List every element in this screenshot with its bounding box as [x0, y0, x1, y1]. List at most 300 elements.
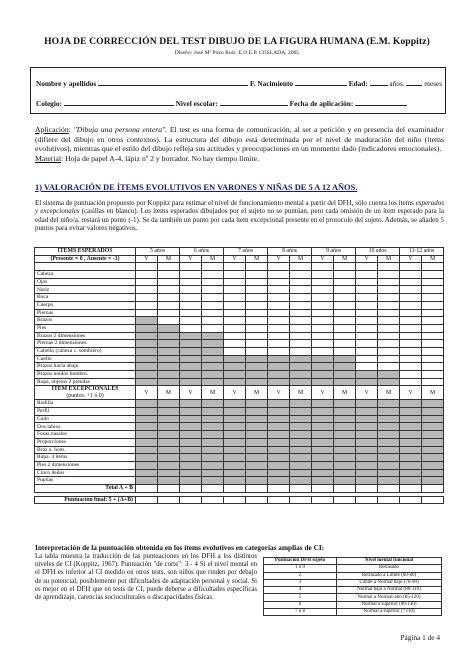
- total-cell[interactable]: [312, 484, 334, 492]
- score-cell[interactable]: [158, 263, 180, 271]
- total-cell[interactable]: [400, 484, 422, 492]
- score-cell[interactable]: [136, 301, 158, 309]
- shaded-cell: [246, 400, 268, 408]
- esperado-row: [35, 301, 444, 309]
- score-cell[interactable]: [246, 294, 268, 302]
- shaded-cell: [224, 415, 246, 423]
- score-cell[interactable]: [356, 286, 378, 294]
- score-cell[interactable]: [246, 301, 268, 309]
- score-cell[interactable]: [334, 324, 356, 332]
- score-cell[interactable]: [180, 317, 202, 325]
- score-cell[interactable]: [400, 324, 422, 332]
- anos-line[interactable]: [370, 78, 388, 86]
- score-cell[interactable]: [290, 309, 312, 317]
- score-cell[interactable]: [202, 301, 224, 309]
- item-label: Boca: [35, 294, 136, 302]
- score-cell[interactable]: [378, 301, 400, 309]
- shaded-cell: [136, 332, 158, 340]
- score-cell[interactable]: [290, 340, 312, 348]
- score-cell[interactable]: [334, 309, 356, 317]
- shaded-cell: [290, 355, 312, 363]
- puntuacion-cell[interactable]: [378, 496, 400, 504]
- score-cell[interactable]: [136, 263, 158, 271]
- shaded-cell: [312, 423, 334, 431]
- puntuacion-cell[interactable]: [312, 496, 334, 504]
- score-cell[interactable]: [224, 347, 246, 355]
- shaded-cell: [378, 415, 400, 423]
- section1-heading: 1) VALORACIÓN DE ÍTEMS EVOLUTIVOS EN VARONES Y NIÑAS DE 5 A 12 AÑOS.: [35, 183, 358, 192]
- shaded-cell: [136, 378, 158, 386]
- score-cell[interactable]: [400, 309, 422, 317]
- score-cell[interactable]: [356, 355, 378, 363]
- score-cell[interactable]: [202, 317, 224, 325]
- score-cell[interactable]: [268, 278, 290, 286]
- shaded-cell: [224, 363, 246, 371]
- score-cell[interactable]: [400, 347, 422, 355]
- score-cell[interactable]: [400, 340, 422, 348]
- shaded-cell: [202, 431, 224, 439]
- score-cell[interactable]: [334, 332, 356, 340]
- score-cell[interactable]: [268, 317, 290, 325]
- sex-v-header: V: [312, 255, 334, 263]
- excepcionales-header-row: [35, 386, 444, 400]
- score-cell[interactable]: [136, 294, 158, 302]
- score-cell[interactable]: [378, 340, 400, 348]
- aplicacion-quote: "Dibuja una persona entera".: [73, 125, 168, 134]
- score-cell[interactable]: [158, 317, 180, 325]
- esperado-row: [35, 294, 444, 302]
- score-cell[interactable]: [246, 332, 268, 340]
- excepcional-row: [35, 415, 444, 423]
- shaded-cell: [312, 363, 334, 371]
- score-cell[interactable]: [246, 324, 268, 332]
- puntuacion-cell[interactable]: [202, 496, 224, 504]
- score-cell[interactable]: [158, 309, 180, 317]
- score-cell[interactable]: [334, 271, 356, 279]
- score-cell[interactable]: [202, 324, 224, 332]
- shaded-cell: [378, 461, 400, 469]
- score-cell[interactable]: [268, 286, 290, 294]
- score-cell[interactable]: [290, 301, 312, 309]
- score-cell[interactable]: [400, 363, 422, 371]
- item-label: Pies 2 dimensiones: [35, 461, 136, 469]
- score-cell[interactable]: [246, 340, 268, 348]
- score-cell[interactable]: [422, 371, 444, 379]
- score-cell[interactable]: [356, 294, 378, 302]
- score-cell[interactable]: [312, 301, 334, 309]
- shaded-cell: [202, 363, 224, 371]
- shaded-cell: [180, 438, 202, 446]
- score-cell[interactable]: [356, 363, 378, 371]
- shaded-cell: [290, 461, 312, 469]
- score-cell[interactable]: [334, 317, 356, 325]
- edad-label: Edad:: [348, 79, 368, 88]
- score-cell[interactable]: [180, 286, 202, 294]
- puntuacion-cell[interactable]: [268, 496, 290, 504]
- score-cell[interactable]: [268, 332, 290, 340]
- score-cell[interactable]: [378, 271, 400, 279]
- shaded-cell: [136, 340, 158, 348]
- score-cell[interactable]: [312, 347, 334, 355]
- score-cell[interactable]: [246, 286, 268, 294]
- score-cell[interactable]: [400, 278, 422, 286]
- fecha-line[interactable]: [355, 98, 407, 106]
- shaded-cell: [268, 469, 290, 477]
- score-cell[interactable]: [224, 301, 246, 309]
- score-cell[interactable]: [334, 340, 356, 348]
- score-cell[interactable]: [400, 371, 422, 379]
- shaded-cell: [378, 469, 400, 477]
- score-cell[interactable]: [202, 263, 224, 271]
- score-cell[interactable]: [246, 317, 268, 325]
- meses-label: meses: [424, 79, 443, 88]
- score-cell[interactable]: [158, 294, 180, 302]
- shaded-cell: [312, 408, 334, 416]
- puntuacion-cell[interactable]: [356, 496, 378, 504]
- score-cell[interactable]: [356, 324, 378, 332]
- score-cell[interactable]: [268, 263, 290, 271]
- shaded-cell: [246, 408, 268, 416]
- shaded-cell: [312, 371, 334, 379]
- score-cell[interactable]: [290, 286, 312, 294]
- score-cell[interactable]: [158, 301, 180, 309]
- shaded-cell: [202, 355, 224, 363]
- score-cell[interactable]: [422, 340, 444, 348]
- score-cell[interactable]: [422, 271, 444, 279]
- sex-m-header: M: [158, 386, 180, 400]
- meses-line[interactable]: [406, 78, 422, 86]
- nombre-label: Nombre y apellidos: [36, 79, 97, 88]
- score-cell[interactable]: [422, 294, 444, 302]
- score-cell[interactable]: [356, 278, 378, 286]
- score-cell[interactable]: [422, 278, 444, 286]
- score-cell[interactable]: [422, 301, 444, 309]
- shaded-cell: [158, 378, 180, 386]
- shaded-cell: [202, 400, 224, 408]
- score-cell[interactable]: [334, 278, 356, 286]
- puntuacion-cell[interactable]: [400, 496, 422, 504]
- score-cell[interactable]: [312, 309, 334, 317]
- score-cell[interactable]: [290, 347, 312, 355]
- shaded-cell: [224, 423, 246, 431]
- total-cell[interactable]: [136, 484, 158, 492]
- score-cell[interactable]: [334, 301, 356, 309]
- score-cell[interactable]: [356, 340, 378, 348]
- shaded-cell: [400, 415, 422, 423]
- score-cell[interactable]: [136, 271, 158, 279]
- score-cell[interactable]: [202, 294, 224, 302]
- score-cell[interactable]: [378, 263, 400, 271]
- score-cell[interactable]: [312, 278, 334, 286]
- score-cell[interactable]: [268, 301, 290, 309]
- total-cell[interactable]: [422, 484, 444, 492]
- shaded-cell: [356, 431, 378, 439]
- sex-v-header: V: [400, 386, 422, 400]
- item-label: Dos labios: [35, 423, 136, 431]
- score-cell[interactable]: [180, 278, 202, 286]
- score-cell[interactable]: [268, 309, 290, 317]
- total-cell[interactable]: [180, 484, 202, 492]
- score-cell[interactable]: [378, 355, 400, 363]
- score-cell[interactable]: [312, 294, 334, 302]
- score-cell[interactable]: [268, 324, 290, 332]
- score-cell[interactable]: [202, 286, 224, 294]
- score-cell[interactable]: [224, 324, 246, 332]
- shaded-cell: [422, 477, 444, 485]
- sex-m-header: M: [246, 386, 268, 400]
- score-cell[interactable]: [378, 294, 400, 302]
- score-cell[interactable]: [290, 263, 312, 271]
- score-cell[interactable]: [400, 301, 422, 309]
- score-cell[interactable]: [378, 363, 400, 371]
- score-cell[interactable]: [378, 309, 400, 317]
- score-cell[interactable]: [224, 332, 246, 340]
- score-cell[interactable]: [400, 317, 422, 325]
- shaded-cell: [180, 469, 202, 477]
- score-cell[interactable]: [356, 317, 378, 325]
- score-cell[interactable]: [202, 271, 224, 279]
- total-cell[interactable]: [334, 484, 356, 492]
- score-cell[interactable]: [422, 363, 444, 371]
- score-cell[interactable]: [356, 301, 378, 309]
- total-cell[interactable]: [356, 484, 378, 492]
- score-cell[interactable]: [356, 347, 378, 355]
- shaded-cell: [400, 408, 422, 416]
- total-cell[interactable]: [378, 484, 400, 492]
- score-cell[interactable]: [290, 317, 312, 325]
- total-cell[interactable]: [202, 484, 224, 492]
- score-cell[interactable]: [290, 271, 312, 279]
- esperados-subheader-row: [35, 255, 444, 263]
- score-cell[interactable]: [180, 309, 202, 317]
- shaded-cell: [158, 324, 180, 332]
- score-cell[interactable]: [334, 286, 356, 294]
- score-cell[interactable]: [356, 309, 378, 317]
- score-cell[interactable]: [312, 286, 334, 294]
- score-cell[interactable]: [356, 263, 378, 271]
- item-label: Cuello: [35, 355, 136, 363]
- puntuacion-cell[interactable]: [224, 496, 246, 504]
- shaded-cell: [180, 363, 202, 371]
- shaded-cell: [224, 431, 246, 439]
- score-cell[interactable]: [422, 347, 444, 355]
- puntuacion-cell[interactable]: [136, 496, 158, 504]
- score-cell[interactable]: [378, 347, 400, 355]
- esperado-row: [35, 355, 444, 363]
- nivel-line[interactable]: [220, 98, 288, 106]
- item-label: Cinco dedos: [35, 469, 136, 477]
- score-cell[interactable]: [136, 278, 158, 286]
- score-cell[interactable]: [136, 309, 158, 317]
- shaded-cell: [136, 446, 158, 454]
- dfh-score-cell: 5: [264, 594, 337, 601]
- score-cell[interactable]: [224, 340, 246, 348]
- score-cell[interactable]: [180, 263, 202, 271]
- shaded-cell: [246, 355, 268, 363]
- score-cell[interactable]: [400, 294, 422, 302]
- shaded-cell: [224, 400, 246, 408]
- score-cell[interactable]: [290, 294, 312, 302]
- score-cell[interactable]: [422, 286, 444, 294]
- score-cell[interactable]: [268, 294, 290, 302]
- score-cell[interactable]: [224, 294, 246, 302]
- excepcional-row: [35, 469, 444, 477]
- total-cell[interactable]: [246, 484, 268, 492]
- score-cell[interactable]: [334, 294, 356, 302]
- score-cell[interactable]: [158, 286, 180, 294]
- esperado-row: [35, 378, 444, 386]
- score-cell[interactable]: [334, 347, 356, 355]
- sex-v-header: V: [180, 255, 202, 263]
- score-cell[interactable]: [246, 271, 268, 279]
- score-cell[interactable]: [400, 263, 422, 271]
- score-cell[interactable]: [180, 301, 202, 309]
- score-cell[interactable]: [378, 317, 400, 325]
- age-header-4: 9 años: [312, 248, 356, 256]
- score-cell[interactable]: [378, 332, 400, 340]
- shaded-cell: [224, 461, 246, 469]
- shaded-cell: [268, 355, 290, 363]
- total-cell[interactable]: [290, 484, 312, 492]
- shaded-cell: [246, 469, 268, 477]
- shaded-cell: [158, 477, 180, 485]
- item-label: Cuerpo: [35, 301, 136, 309]
- score-cell[interactable]: [422, 332, 444, 340]
- score-cell[interactable]: [180, 294, 202, 302]
- esperado-row: [35, 286, 444, 294]
- puntuacion-cell[interactable]: [158, 496, 180, 504]
- score-cell[interactable]: [356, 332, 378, 340]
- score-cell[interactable]: [400, 378, 422, 386]
- score-cell[interactable]: [290, 332, 312, 340]
- score-cell[interactable]: [378, 324, 400, 332]
- shaded-cell: [224, 454, 246, 462]
- score-cell[interactable]: [268, 347, 290, 355]
- score-cell[interactable]: [378, 278, 400, 286]
- score-cell[interactable]: [224, 309, 246, 317]
- aplicacion-label: Aplicación: [35, 125, 69, 134]
- shaded-cell: [422, 415, 444, 423]
- score-cell[interactable]: [400, 332, 422, 340]
- score-cell[interactable]: [422, 324, 444, 332]
- score-cell[interactable]: [422, 317, 444, 325]
- score-cell[interactable]: [312, 332, 334, 340]
- score-cell[interactable]: [136, 286, 158, 294]
- nacimiento-line[interactable]: [295, 78, 347, 86]
- score-cell[interactable]: [224, 271, 246, 279]
- total-cell[interactable]: [268, 484, 290, 492]
- shaded-cell: [202, 469, 224, 477]
- esperados-title: ITEMS ESPERADOS: [35, 248, 136, 256]
- shaded-cell: [158, 408, 180, 416]
- item-label: Ropa, objetos 2 prendas: [35, 378, 136, 386]
- score-cell[interactable]: [400, 286, 422, 294]
- score-cell[interactable]: [422, 355, 444, 363]
- shaded-cell: [378, 477, 400, 485]
- excepcional-row: [35, 446, 444, 454]
- shaded-cell: [422, 461, 444, 469]
- total-cell[interactable]: [158, 484, 180, 492]
- score-cell[interactable]: [290, 278, 312, 286]
- score-cell[interactable]: [312, 324, 334, 332]
- score-cell[interactable]: [290, 324, 312, 332]
- puntuacion-cell[interactable]: [246, 496, 268, 504]
- score-cell[interactable]: [224, 286, 246, 294]
- score-cell[interactable]: [224, 317, 246, 325]
- score-cell[interactable]: [202, 278, 224, 286]
- score-cell[interactable]: [334, 263, 356, 271]
- score-cell[interactable]: [246, 263, 268, 271]
- puntuacion-cell[interactable]: [334, 496, 356, 504]
- score-cell[interactable]: [224, 278, 246, 286]
- score-cell[interactable]: [400, 355, 422, 363]
- score-cell[interactable]: [202, 309, 224, 317]
- score-cell[interactable]: [246, 278, 268, 286]
- total-cell[interactable]: [224, 484, 246, 492]
- score-cell[interactable]: [356, 271, 378, 279]
- shaded-cell: [136, 454, 158, 462]
- excepcional-row: [35, 431, 444, 439]
- score-cell[interactable]: [422, 263, 444, 271]
- shaded-cell: [224, 438, 246, 446]
- shaded-cell: [246, 431, 268, 439]
- score-cell[interactable]: [180, 271, 202, 279]
- score-cell[interactable]: [312, 271, 334, 279]
- shaded-cell: [180, 400, 202, 408]
- shaded-cell: [312, 477, 334, 485]
- shaded-cell: [158, 347, 180, 355]
- shaded-cell: [246, 371, 268, 379]
- shaded-cell: [268, 400, 290, 408]
- shaded-cell: [158, 371, 180, 379]
- score-cell[interactable]: [312, 340, 334, 348]
- esperado-row: [35, 324, 444, 332]
- puntuacion-cell[interactable]: [422, 496, 444, 504]
- score-cell[interactable]: [158, 271, 180, 279]
- puntuacion-cell[interactable]: [290, 496, 312, 504]
- score-cell[interactable]: [180, 324, 202, 332]
- score-cell[interactable]: [400, 271, 422, 279]
- esperado-row: [35, 278, 444, 286]
- score-cell[interactable]: [224, 263, 246, 271]
- puntuacion-label: Puntuación final: 5 + (A+B): [35, 496, 136, 504]
- section1-text-a: El sistema de puntuación propuesto por Koppitz para estimar el nivel de funcionamiento mental a partir del DFH, sólo cuenta los ítems: [35, 199, 416, 207]
- page-title: HOJA DE CORRECCIÓN DEL TEST DIBUJO DE LA FIGURA HUMANA (E.M. Koppitz): [44, 36, 430, 47]
- score-cell[interactable]: [268, 271, 290, 279]
- shaded-cell: [334, 415, 356, 423]
- score-cell[interactable]: [268, 340, 290, 348]
- score-cell[interactable]: [422, 309, 444, 317]
- score-cell[interactable]: [246, 309, 268, 317]
- score-cell[interactable]: [378, 286, 400, 294]
- colegio-line[interactable]: [64, 98, 174, 106]
- score-cell[interactable]: [312, 263, 334, 271]
- nombre-line[interactable]: [98, 78, 248, 86]
- score-cell[interactable]: [246, 347, 268, 355]
- sex-m-header: M: [290, 255, 312, 263]
- puntuacion-cell[interactable]: [180, 496, 202, 504]
- shaded-cell: [400, 461, 422, 469]
- score-cell[interactable]: [422, 378, 444, 386]
- shaded-cell: [136, 438, 158, 446]
- shaded-cell: [202, 371, 224, 379]
- score-cell[interactable]: [158, 278, 180, 286]
- shaded-cell: [180, 477, 202, 485]
- fecha-label: Fecha de aplicación:: [289, 99, 354, 108]
- dfh-score-cell: 4: [264, 587, 337, 594]
- conversion-row: [264, 601, 442, 608]
- score-cell[interactable]: [312, 317, 334, 325]
